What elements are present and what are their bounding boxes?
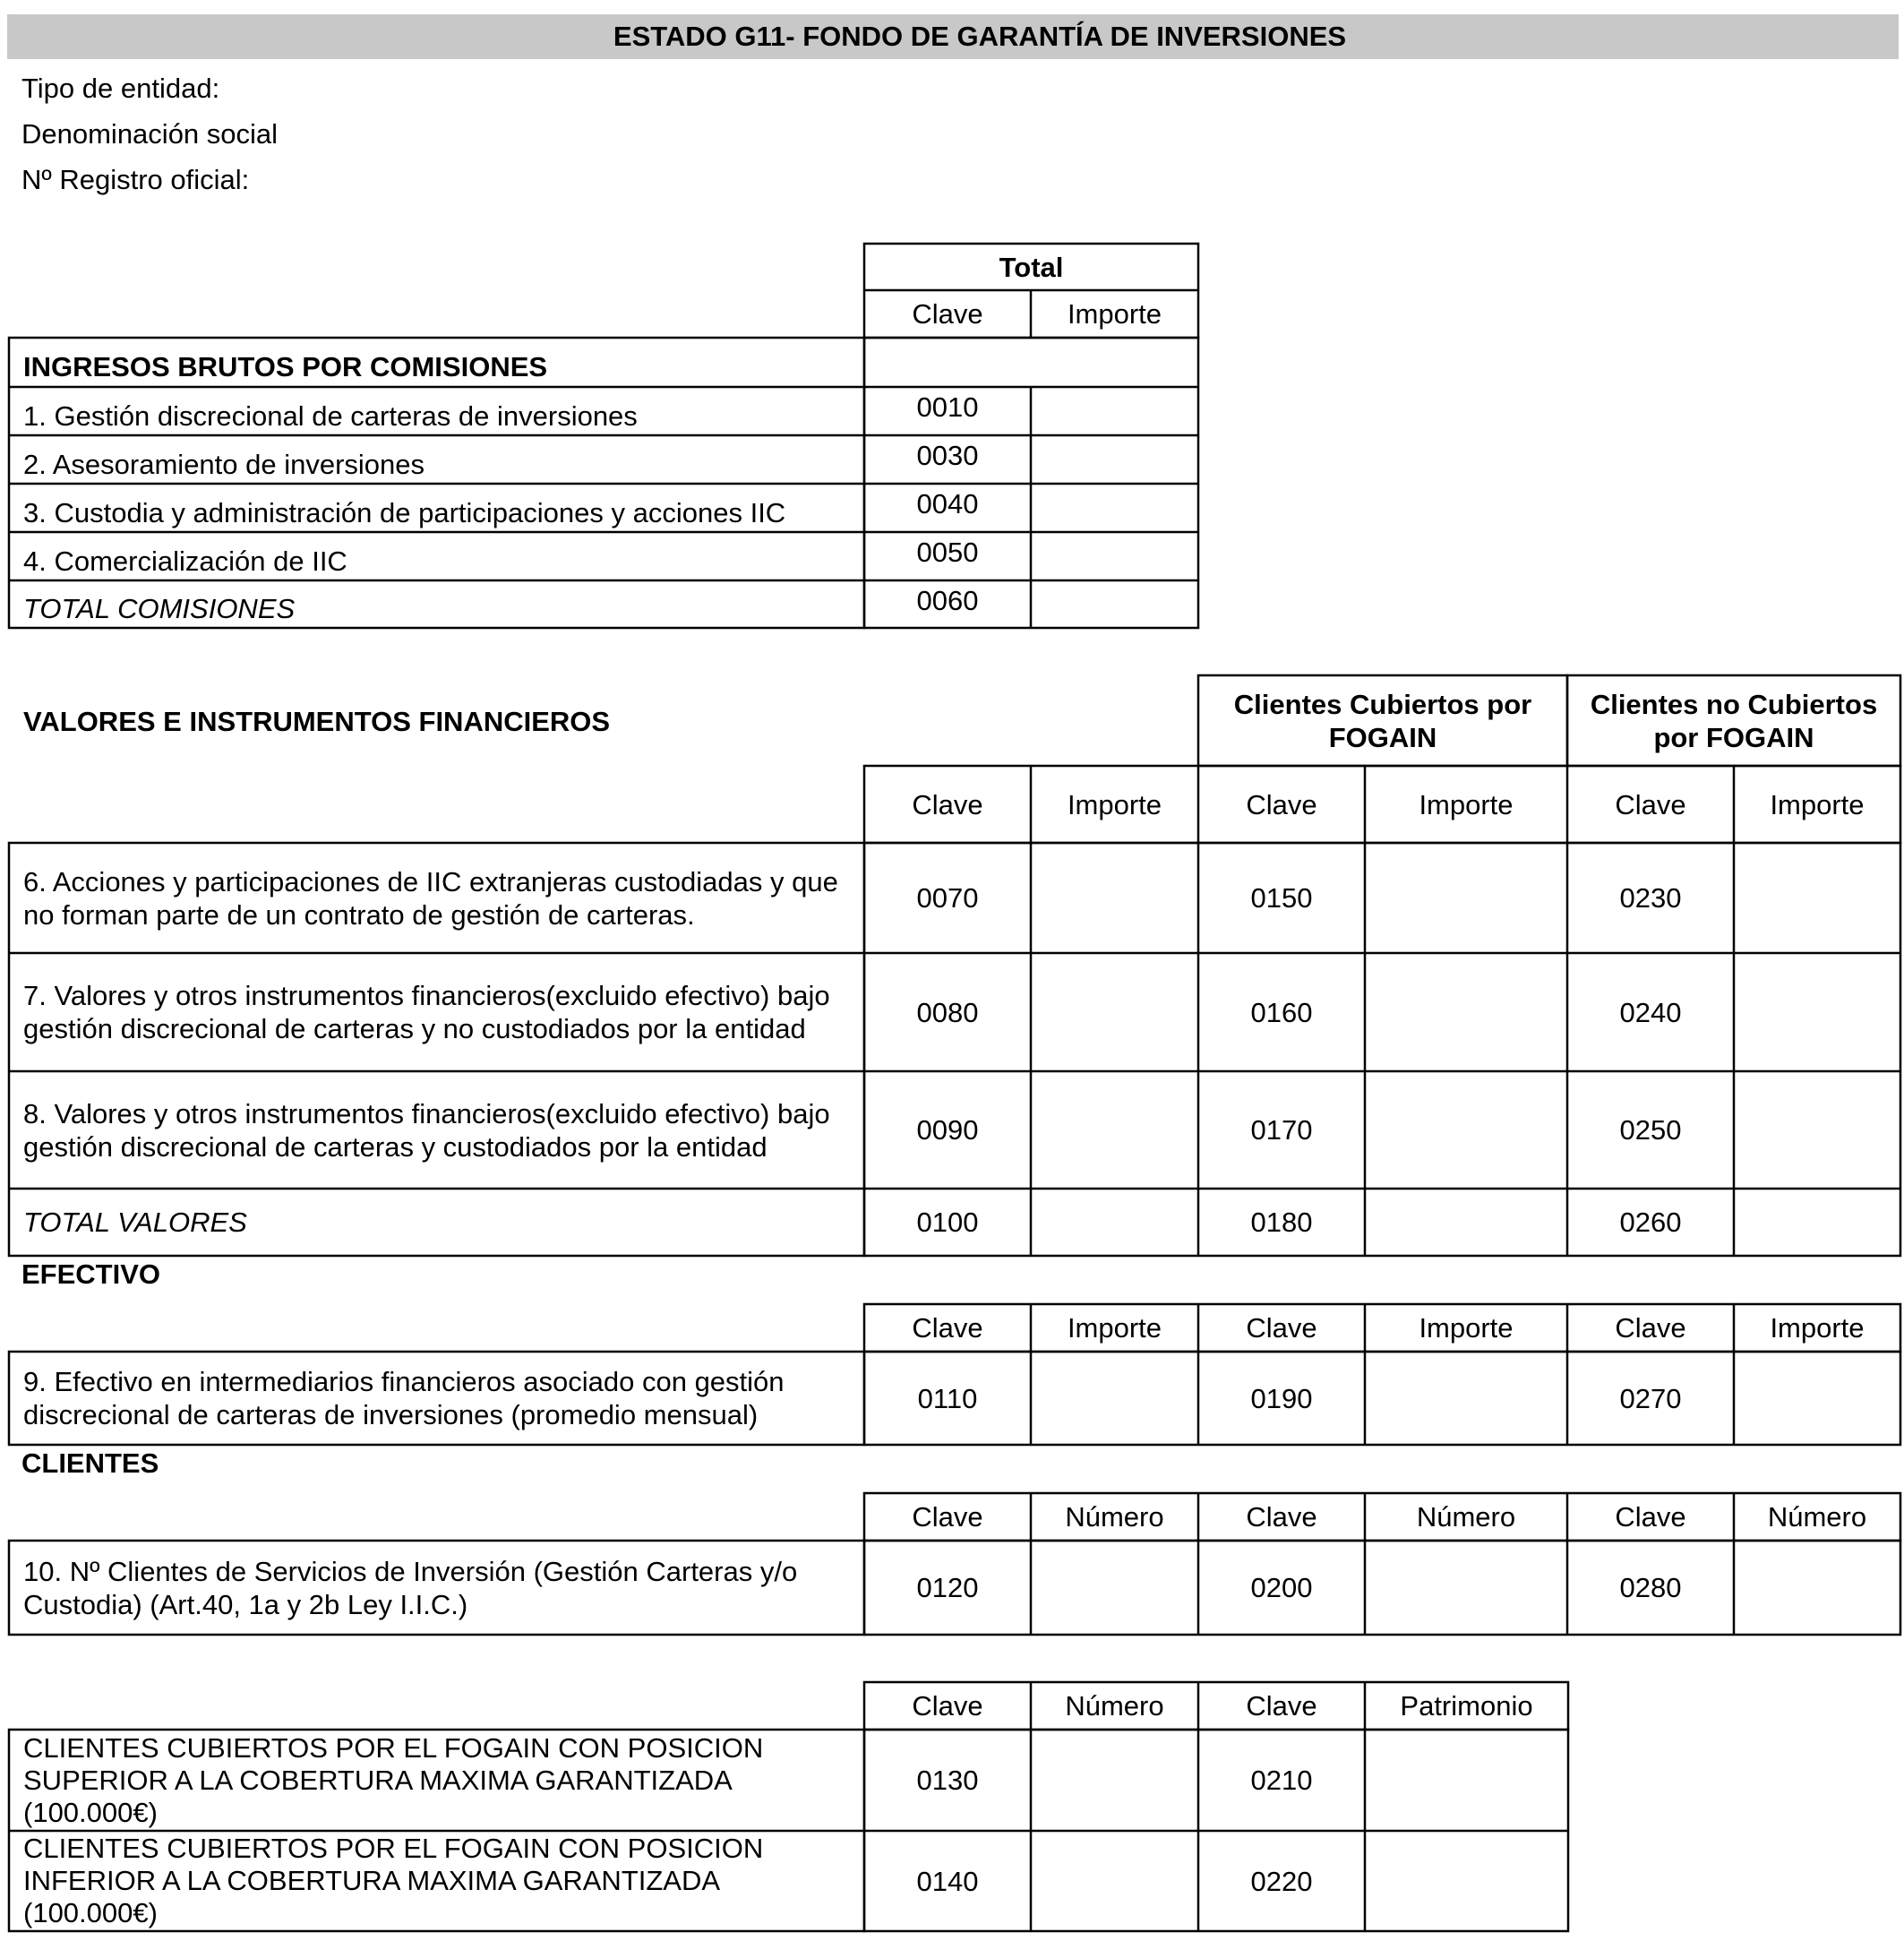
clave-header: Clave xyxy=(1246,1690,1317,1722)
cobertura-numero-input[interactable] xyxy=(1031,1831,1198,1931)
clientes-row-clave: 0200 xyxy=(1250,1572,1313,1603)
registro-oficial-label: Nº Registro oficial: xyxy=(21,164,250,195)
valores-importe-input[interactable] xyxy=(1031,1189,1198,1256)
ingresos-row-clave: 0030 xyxy=(916,439,979,471)
ingresos-row-label: 2. Asesoramiento de inversiones xyxy=(23,448,425,480)
valores-row-clave: 0150 xyxy=(1250,882,1313,914)
clientes-heading: CLIENTES xyxy=(21,1447,159,1479)
importe-header: Importe xyxy=(1419,1312,1514,1344)
ingresos-row-clave: 0010 xyxy=(916,391,979,423)
cobertura-patrimonio-input[interactable] xyxy=(1365,1730,1568,1831)
clave-header: Clave xyxy=(912,298,983,330)
clave-header: Clave xyxy=(1246,1312,1317,1344)
valores-importe-input[interactable] xyxy=(1365,1189,1567,1256)
importe-header: Importe xyxy=(1067,1312,1162,1344)
valores-importe-input[interactable] xyxy=(1365,1071,1567,1189)
importe-header: Importe xyxy=(1770,1312,1865,1344)
ingresos-row-clave: 0060 xyxy=(916,584,979,616)
efectivo-row-clave: 0110 xyxy=(917,1382,978,1414)
ingresos-row-clave: 0040 xyxy=(916,487,979,520)
efectivo-row-label: 9. Efectivo en intermediarios financieros asociado con gestión discrecional de carteras de inversiones (promedio mensual) xyxy=(23,1366,785,1430)
valores-importe-input[interactable] xyxy=(1734,1071,1900,1189)
cobertura-row-label: CLIENTES CUBIERTOS POR EL FOGAIN CON POSICION SUPERIOR A LA COBERTURA MAXIMA GARANTIZADA (100.000€) xyxy=(23,1731,764,1828)
clientes-row-clave: 0280 xyxy=(1619,1572,1682,1603)
clave-header: Clave xyxy=(912,1690,983,1722)
valores-row-clave: 0100 xyxy=(916,1207,979,1238)
ingresos-row-label: 1. Gestión discrecional de carteras de inversiones xyxy=(23,399,638,432)
cobertura-row-clave: 0140 xyxy=(916,1865,979,1897)
numero-header: Número xyxy=(1767,1501,1867,1533)
ingresos-importe-input[interactable] xyxy=(1031,484,1198,532)
importe-header: Importe xyxy=(1067,788,1162,820)
valores-row-clave: 0160 xyxy=(1250,996,1313,1028)
ingresos-heading: INGRESOS BRUTOS POR COMISIONES xyxy=(23,351,548,382)
clave-header: Clave xyxy=(912,1312,983,1344)
valores-heading: VALORES E INSTRUMENTOS FINANCIEROS xyxy=(23,705,611,737)
importe-header: Importe xyxy=(1419,788,1514,820)
valores-row-clave: 0250 xyxy=(1619,1114,1682,1146)
ingresos-importe-input[interactable] xyxy=(1031,580,1198,628)
importe-header: Importe xyxy=(1770,788,1865,820)
denominacion-social-label: Denominación social xyxy=(21,118,279,150)
valores-row-clave: 0230 xyxy=(1619,882,1682,914)
clave-header: Clave xyxy=(1615,1501,1686,1533)
valores-importe-input[interactable] xyxy=(1031,1071,1198,1189)
clientes-row-label: 10. Nº Clientes de Servicios de Inversión (Gestión Carteras y/o Custodia) (Art.40, 1a y 2b Ley I.I.C.) xyxy=(23,1555,798,1620)
clientes-row-clave: 0120 xyxy=(916,1572,979,1603)
valores-row-clave: 0240 xyxy=(1619,996,1682,1028)
cobertura-row-clave: 0210 xyxy=(1250,1765,1313,1796)
valores-importe-input[interactable] xyxy=(1365,843,1567,953)
valores-importe-input[interactable] xyxy=(1031,843,1198,953)
cobertura-row-clave: 0130 xyxy=(916,1765,979,1796)
page-title: ESTADO G11- FONDO DE GARANTÍA DE INVERSIONES xyxy=(7,14,1899,59)
clientes-cubiertos-header: Clientes Cubiertos por FOGAIN xyxy=(1233,688,1532,753)
clave-header: Clave xyxy=(1246,788,1317,820)
valores-importe-input[interactable] xyxy=(1734,953,1900,1071)
valores-row-clave: 0260 xyxy=(1619,1207,1682,1238)
efectivo-importe-input[interactable] xyxy=(1365,1352,1567,1445)
ingresos-importe-input[interactable] xyxy=(1031,532,1198,580)
tipo-entidad-label: Tipo de entidad: xyxy=(21,73,220,104)
valores-row-clave: 0070 xyxy=(916,882,979,914)
efectivo-importe-input[interactable] xyxy=(1734,1352,1900,1445)
cobertura-row-label: CLIENTES CUBIERTOS POR EL FOGAIN CON POSICION INFERIOR A LA COBERTURA MAXIMA GARANTIZADA (100.000€) xyxy=(23,1833,764,1928)
ingresos-row-label: 3. Custodia y administración de participaciones y acciones IIC xyxy=(23,496,786,528)
ingresos-importe-input[interactable] xyxy=(1031,387,1198,435)
total-valores-label: TOTAL VALORES xyxy=(23,1207,247,1238)
clientes-numero-input[interactable] xyxy=(1031,1541,1198,1635)
ingresos-row-label: 4. Comercialización de IIC xyxy=(23,545,347,577)
clave-header: Clave xyxy=(912,1501,983,1533)
cobertura-row-clave: 0220 xyxy=(1250,1865,1313,1897)
cobertura-patrimonio-input[interactable] xyxy=(1365,1831,1568,1931)
patrimonio-header: Patrimonio xyxy=(1400,1690,1533,1722)
clave-header: Clave xyxy=(1615,1312,1686,1344)
valores-row-clave: 0180 xyxy=(1250,1207,1313,1238)
numero-header: Número xyxy=(1065,1690,1164,1722)
valores-importe-input[interactable] xyxy=(1365,953,1567,1071)
valores-row-clave: 0090 xyxy=(916,1114,979,1146)
importe-header: Importe xyxy=(1067,298,1162,330)
efectivo-row-clave: 0270 xyxy=(1619,1382,1682,1414)
valores-importe-input[interactable] xyxy=(1734,1189,1900,1256)
clave-header: Clave xyxy=(912,788,983,820)
valores-row-clave: 0080 xyxy=(916,996,979,1028)
clientes-no-cubiertos-header: Clientes no Cubiertos por FOGAIN xyxy=(1590,688,1878,753)
valores-row-clave: 0170 xyxy=(1250,1114,1313,1146)
clave-header: Clave xyxy=(1615,788,1686,820)
efectivo-importe-input[interactable] xyxy=(1031,1352,1198,1445)
numero-header: Número xyxy=(1416,1501,1516,1533)
valores-row-label: 6. Acciones y participaciones de IIC extranjeras custodiadas y que no forman parte de un contrato de gestión de carteras. xyxy=(23,865,838,931)
ingresos-importe-input[interactable] xyxy=(1031,435,1198,484)
total-header: Total xyxy=(999,251,1064,283)
ingresos-row-clave: 0050 xyxy=(916,536,979,568)
clave-header: Clave xyxy=(1246,1501,1317,1533)
total-comisiones-label: TOTAL COMISIONES xyxy=(23,593,296,624)
cobertura-numero-input[interactable] xyxy=(1031,1730,1198,1831)
valores-importe-input[interactable] xyxy=(1031,953,1198,1071)
valores-row-label: 8. Valores y otros instrumentos financieros(excluido efectivo) bajo gestión discrecional de carteras y custodiados por la entidad xyxy=(23,1097,830,1163)
valores-importe-input[interactable] xyxy=(1734,843,1900,953)
numero-header: Número xyxy=(1065,1501,1164,1533)
clientes-numero-input[interactable] xyxy=(1734,1541,1900,1635)
clientes-numero-input[interactable] xyxy=(1365,1541,1567,1635)
efectivo-heading: EFECTIVO xyxy=(21,1258,161,1290)
valores-row-label: 7. Valores y otros instrumentos financieros(excluido efectivo) bajo gestión discrecional de carteras y no custodiados por la entidad xyxy=(23,980,830,1044)
efectivo-row-clave: 0190 xyxy=(1250,1382,1313,1414)
